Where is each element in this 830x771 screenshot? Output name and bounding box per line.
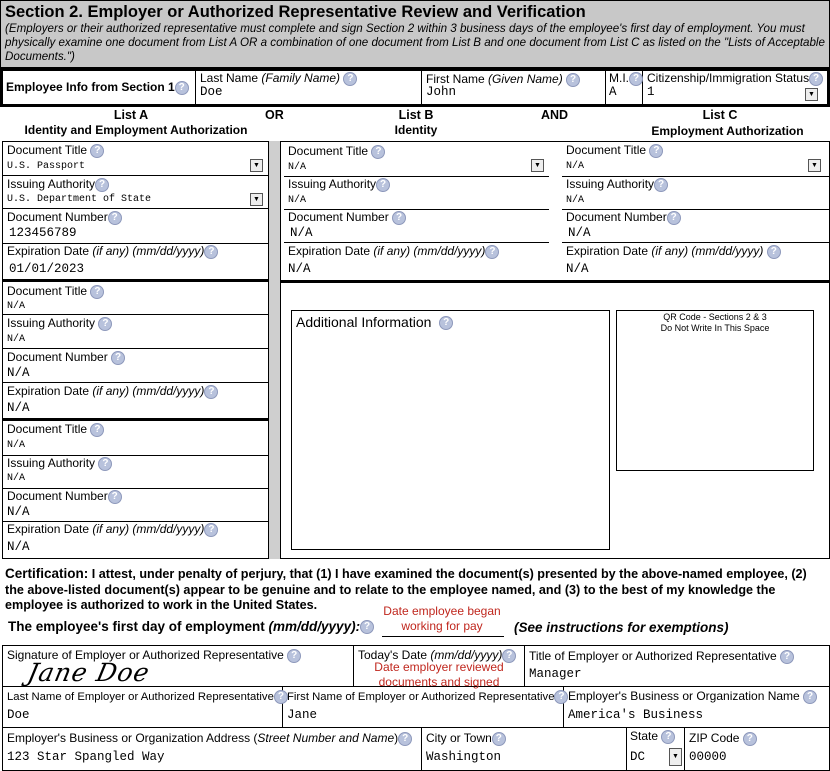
help-icon[interactable]: ? (343, 72, 357, 86)
chevron-down-icon[interactable]: ▼ (808, 159, 821, 172)
signature-field[interactable]: Jane Doe (24, 658, 153, 687)
list-b-number-field[interactable]: N/A (290, 226, 313, 240)
help-icon[interactable]: ? (809, 72, 823, 86)
list-a-issuing-select[interactable]: U.S. Department of State (7, 194, 152, 205)
list-c-exp-label: Expiration Date (if any) (mm/dd/yyyy) ? (566, 244, 781, 259)
list-b-issuing-label: Issuing Authority ? (288, 177, 390, 192)
help-icon[interactable]: ? (98, 317, 112, 331)
list-a2-issuing-label: Issuing Authority ? (7, 316, 112, 331)
list-a-number-field[interactable]: 123456789 (9, 226, 77, 240)
title-field[interactable]: Manager (529, 667, 582, 681)
section-instructions: (Employers or their authorized representative must complete and sign Section 2 within 3 business days of the employee's first day of employment. You must physically examine one document from List A OR a combination of one document from List B and one document from List C as listed on the "Lists of Acceptable Documents.") (5, 22, 825, 63)
help-icon[interactable]: ? (502, 649, 516, 663)
list-c-issuing-field[interactable]: N/A (566, 195, 585, 206)
business-label: Employer's Business or Organization Name ? (568, 689, 817, 704)
section-title: Section 2. Employer or Authorized Representative Review and Verification (5, 3, 586, 21)
chevron-down-icon[interactable]: ▼ (250, 193, 263, 206)
help-icon[interactable]: ? (743, 732, 757, 746)
list-c-title: List C (702, 108, 738, 122)
today-note: Date employer reviewed documents and signed (374, 660, 504, 689)
help-icon[interactable]: ? (90, 144, 104, 158)
list-a3-number-field[interactable]: N/A (7, 505, 30, 519)
list-b-title: List B (398, 108, 434, 122)
list-a2-number-field[interactable]: N/A (7, 366, 30, 380)
list-b-issuing-field[interactable]: N/A (288, 195, 307, 206)
help-icon[interactable]: ? (649, 144, 663, 158)
list-c-subtitle: Employment Authorization (651, 124, 804, 138)
qr-code-box (616, 310, 814, 471)
list-b-doc-title-label: Document Title ? (288, 144, 385, 159)
employee-info-label: Employee Info from Section 1 ? (6, 80, 189, 95)
list-a3-number-label: Document Number ? (7, 489, 122, 504)
list-a3-issuing-field[interactable]: N/A (7, 473, 26, 484)
chevron-down-icon[interactable]: ▼ (669, 748, 682, 766)
address-label: Employer's Business or Organization Address (Street Number and Name) ? (7, 731, 412, 746)
employer-last-name-label: Last Name of Employer or Authorized Representative ? (7, 690, 288, 704)
help-icon[interactable]: ? (175, 81, 189, 95)
signature-label: Signature of Employer or Authorized Representative ? (7, 648, 301, 663)
last-name-field[interactable]: Doe (200, 85, 223, 99)
additional-info-box[interactable] (291, 310, 610, 550)
help-icon[interactable]: ? (98, 457, 112, 471)
chevron-down-icon[interactable]: ▼ (250, 159, 263, 172)
address-field[interactable]: 123 Star Spangled Way (7, 750, 165, 764)
list-b-number-label: Document Number ? (288, 210, 406, 225)
mi-field[interactable]: A (609, 85, 617, 99)
list-a-number-label: Document Number ? (7, 210, 122, 225)
list-a-issuing-label: Issuing Authority ? (7, 177, 109, 192)
list-a2-doc-title-field[interactable]: N/A (7, 301, 26, 312)
help-icon[interactable]: ? (492, 732, 506, 746)
list-a3-exp-label: Expiration Date (if any) (mm/dd/yyyy) ? (7, 522, 218, 537)
list-c-doc-title-label: Document Title ? (566, 143, 663, 158)
list-a-title: List A (113, 108, 149, 122)
help-icon[interactable]: ? (371, 145, 385, 159)
list-b-exp-label: Expiration Date (if any) (mm/dd/yyyy) ? (288, 244, 499, 259)
help-icon[interactable]: ? (629, 72, 643, 86)
list-a-doc-title-label: Document Title ? (7, 143, 104, 158)
grid-divider (268, 141, 281, 559)
list-a-exp-field[interactable]: 01/01/2023 (9, 262, 85, 276)
list-a2-number-label: Document Number ? (7, 350, 125, 365)
list-c-issuing-label: Issuing Authority ? (566, 177, 668, 192)
list-a-subtitle: Identity and Employment Authorization (24, 123, 248, 137)
list-b-subtitle: Identity (394, 123, 438, 137)
first-name-label: First Name (Given Name) ? (426, 72, 580, 87)
business-field[interactable]: America's Business (568, 708, 704, 722)
mi-label: M.I. ? (609, 71, 643, 86)
today-label: Today's Date (mm/dd/yyyy) ? (358, 648, 516, 663)
list-a2-issuing-field[interactable]: N/A (7, 334, 26, 345)
list-b-doc-title-select[interactable]: N/A (288, 162, 307, 173)
and-label: AND (541, 108, 569, 122)
help-icon[interactable]: ? (654, 178, 668, 192)
list-c-exp-field[interactable]: N/A (566, 262, 589, 276)
help-icon[interactable]: ? (108, 211, 122, 225)
first-day-label: The employee's first day of employment (mm/dd/yyyy): ? (8, 619, 374, 634)
list-a3-doc-title-field[interactable]: N/A (7, 440, 26, 451)
state-label: State ? (630, 729, 675, 744)
first-name-field[interactable]: John (426, 85, 457, 99)
help-icon[interactable]: ? (780, 650, 794, 664)
city-field[interactable]: Washington (426, 750, 502, 764)
help-icon[interactable]: ? (90, 423, 104, 437)
citizenship-label: Citizenship/Immigration Status ? (647, 71, 823, 86)
help-icon[interactable]: ? (398, 732, 412, 746)
help-icon[interactable]: ? (287, 649, 301, 663)
list-c-number-field[interactable]: N/A (568, 226, 591, 240)
help-icon[interactable]: ? (661, 730, 675, 744)
list-a2-doc-title-label: Document Title ? (7, 284, 104, 299)
citizenship-select[interactable]: 1 (647, 85, 655, 99)
help-icon[interactable]: ? (90, 285, 104, 299)
help-icon[interactable]: ? (360, 620, 374, 634)
list-a-doc-title-select[interactable]: U.S. Passport (7, 161, 86, 172)
title-label: Title of Employer or Authorized Representative ? (529, 649, 794, 664)
or-label: OR (265, 108, 284, 122)
help-icon[interactable]: ? (485, 245, 499, 259)
help-icon[interactable]: ? (204, 385, 218, 399)
help-icon[interactable]: ? (667, 211, 681, 225)
certification-text: Certification: I attest, under penalty of perjury, that (1) I have examined the document(s) presented by the above-named employee, (2) the above-listed document(s) appear to be genuine and to relate to the employee named, and (3) to the best of my knowledge the employee is authorized to work in the United States. (5, 566, 807, 612)
help-icon[interactable]: ? (376, 178, 390, 192)
help-icon[interactable]: ? (767, 245, 781, 259)
last-name-label: Last Name (Family Name) ? (200, 71, 357, 86)
help-icon[interactable]: ? (204, 245, 218, 259)
list-a3-exp-field[interactable]: N/A (7, 540, 30, 554)
help-icon[interactable]: ? (554, 690, 568, 704)
help-icon[interactable]: ? (95, 178, 109, 192)
list-c-number-label: Document Number ? (566, 210, 681, 225)
additional-info-label: Additional Information ? (296, 314, 453, 330)
employer-first-name-label: First Name of Employer or Authorized Representative ? (287, 690, 568, 704)
help-icon[interactable]: ? (204, 523, 218, 537)
list-a2-exp-field[interactable]: N/A (7, 401, 30, 415)
chevron-down-icon[interactable]: ▼ (805, 88, 818, 101)
help-icon[interactable]: ? (108, 490, 122, 504)
help-icon[interactable]: ? (392, 211, 406, 225)
list-a2-exp-label: Expiration Date (if any) (mm/dd/yyyy) ? (7, 384, 218, 399)
list-a-exp-label: Expiration Date (if any) (mm/dd/yyyy) ? (7, 244, 218, 259)
first-day-note: Date employee began working for pay (383, 604, 501, 633)
qr-line2: Do Not Write In This Space (660, 323, 770, 333)
help-icon[interactable]: ? (803, 690, 817, 704)
help-icon[interactable]: ? (566, 73, 580, 87)
employer-first-name-field[interactable]: Jane (287, 708, 318, 722)
qr-line1: QR Code - Sections 2 & 3 (663, 312, 767, 322)
first-day-field[interactable] (382, 636, 504, 637)
state-select[interactable]: DC (630, 750, 646, 764)
list-a3-doc-title-label: Document Title ? (7, 422, 104, 437)
help-icon[interactable]: ? (439, 316, 453, 330)
help-icon[interactable]: ? (274, 690, 288, 704)
help-icon[interactable]: ? (111, 351, 125, 365)
list-a3-issuing-label: Issuing Authority ? (7, 456, 112, 471)
exemptions-note: (See instructions for exemptions) (514, 620, 729, 635)
zip-label: ZIP Code ? (689, 731, 757, 746)
list-b-exp-field[interactable]: N/A (288, 262, 311, 276)
city-label: City or Town ? (426, 731, 506, 746)
chevron-down-icon[interactable]: ▼ (531, 159, 544, 172)
employer-last-name-field[interactable]: Doe (7, 708, 30, 722)
zip-field[interactable]: 00000 (689, 750, 727, 764)
list-c-doc-title-select[interactable]: N/A (566, 161, 585, 172)
